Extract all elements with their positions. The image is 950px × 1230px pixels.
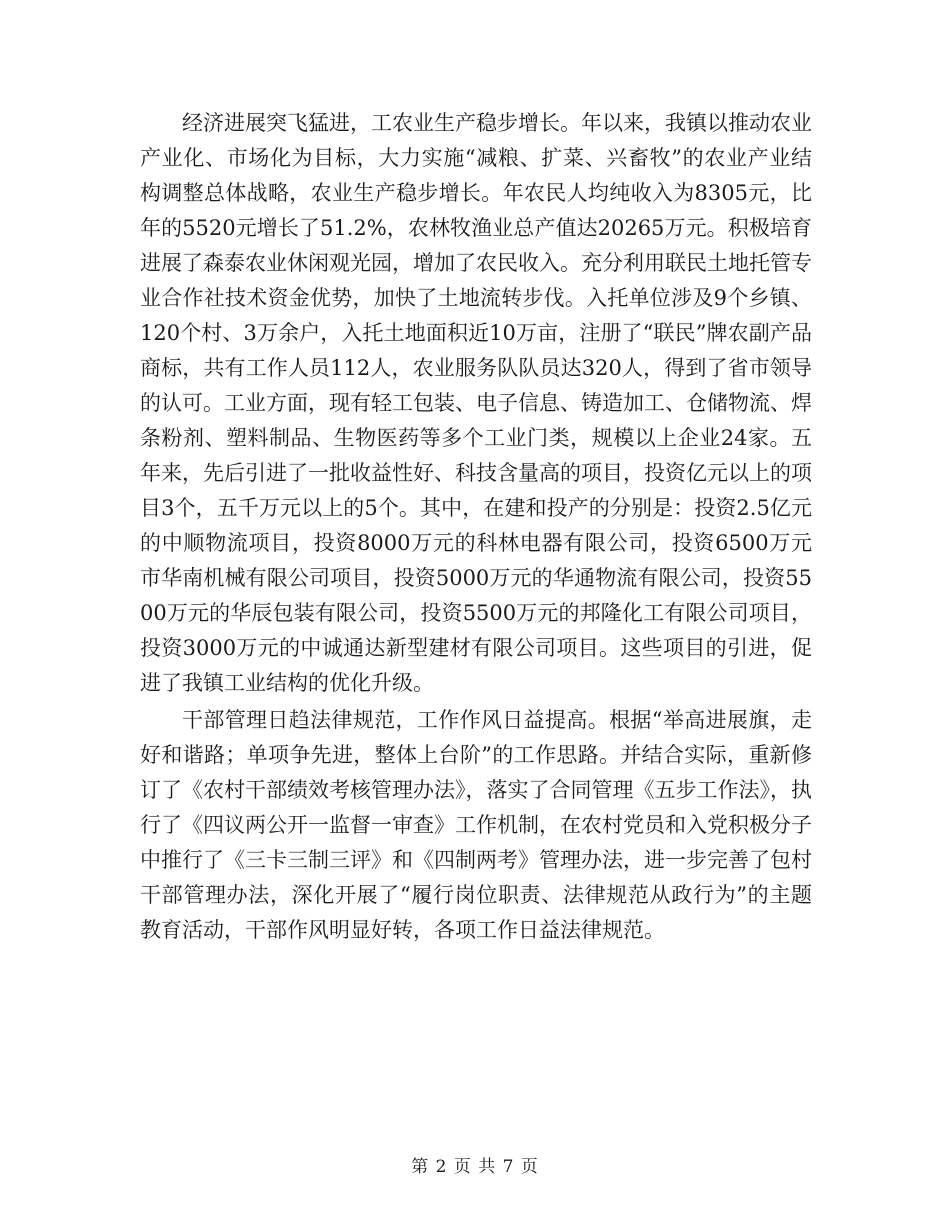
paragraph-economy: 经济进展突飞猛进，工农业生产稳步增长。年以来，我镇以推动农业产业化、市场化为目标，大力实施“减粮、扩菜、兴畜牧”的农业产业结构调整总体战略，农业生产稳步增长。年农民人均纯收入为8305元，比年的5520元增长了51.2%，农林牧渔业总产值达20265万元。积极培育进展了森泰农业休闲观光园，增加了农民收入。充分利用联民土地托管专业合作社技术资金优势，加快了土地流转步伐。入托单位涉及9个乡镇、120个村、3万余户，入托土地面积近10万亩，注册了“联民”牌农副产品商标，共有工作人员112人，农业服务队队员达320人，得到了省市领导的认可。工业方面，现有轻工包装、电子信息、铸造加工、仓储物流、焊条粉剂、塑料制品、生物医药等多个工业门类，规模以上企业24家。五年来，先后引进了一批收益性好、科技含量高的项目，投资亿元以上的项目3个，五千万元以上的5个。其中，在建和投产的分别是：投资2.5亿元的中顺物流项目，投资8000万元的科林电器有限公司，投资6500万元市华南机械有限公司项目，投资5000万元的华通物流有限公司，投资5500万元的华辰包装有限公司，投资5500万元的邦隆化工有限公司项目，投资3000万元的中诚通达新型建材有限公司项目。这些项目的引进，促进了我镇工业结构的优化升级。	[140, 111, 812, 695]
paragraph-cadre-management: 干部管理日趋法律规范，工作作风日益提高。根据“举高进展旗，走好和谐路；单项争先进，整体上台阶”的工作思路。并结合实际，重新修订了《农村干部绩效考核管理办法》，落实了合同管理《五步工作法》，执行了《四议两公开一监督一审查》工作机制，在农村党员和入党积极分子中推行了《三卡三制三评》和《四制两考》管理办法，进一步完善了包村干部管理办法，深化开展了“履行岗位职责、法律规范从政行为”的主题教育活动，干部作风明显好转，各项工作日益法律规范。	[140, 708, 812, 942]
body-text	[140, 106, 812, 948]
page-number-footer: 第 2 页 共 7 页	[411, 1157, 539, 1177]
